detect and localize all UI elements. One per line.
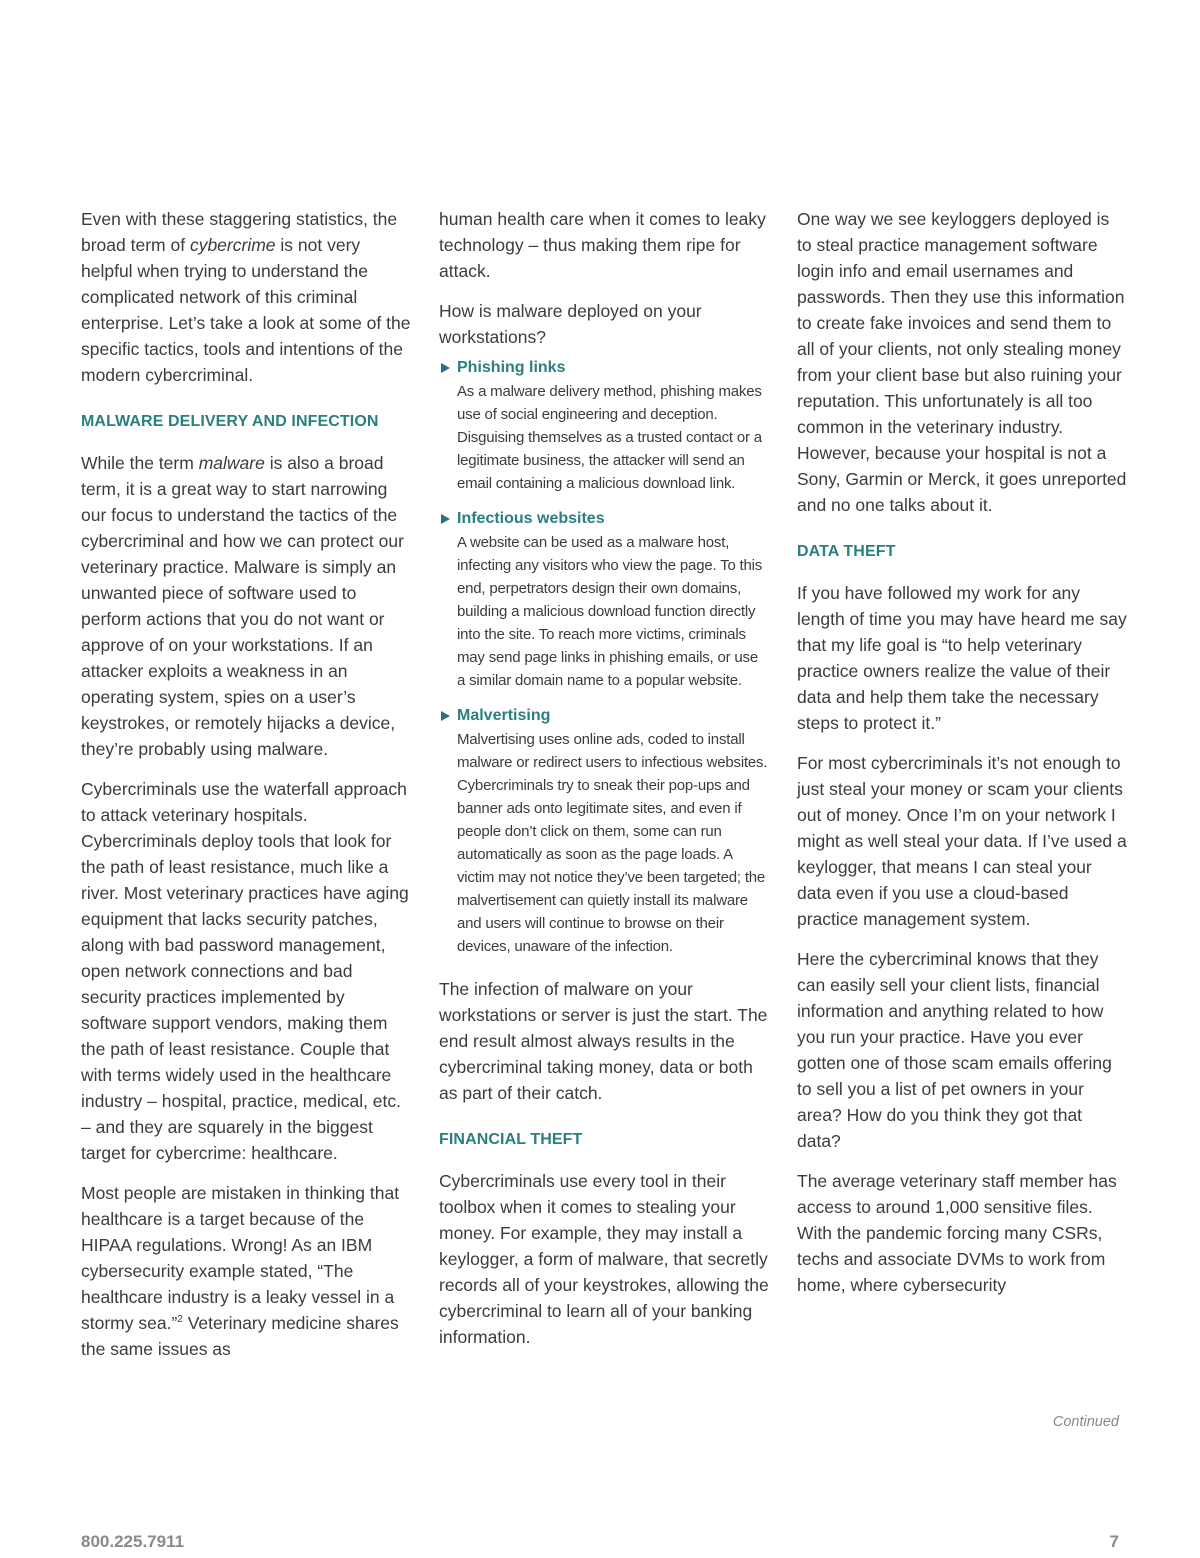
triangle-bullet-icon — [441, 363, 450, 373]
page-number: 7 — [1109, 1532, 1119, 1551]
footer-phone-number: 800.225.7911 — [81, 1532, 185, 1551]
section-heading-malware: MALWARE DELIVERY AND INFECTION — [81, 413, 379, 430]
paragraph: One way we see keyloggers deployed is to steal practice management software login info and email usernames and passwords. Then they use this information to create fake invoices and send them to all of your clients, not only stealing money from your client base but also ruining your reputation. This unfortunately is all too common in the veterinary industry. However, because your hospital is not a Sony, Garmin or Merck, it goes unreported and no one talks about it. — [797, 209, 1127, 515]
column-1 — [81, 206, 411, 1376]
paragraph: human health care when it comes to leaky technology – thus making them ripe for attack. — [439, 209, 766, 281]
paragraph: Cybercriminals use every tool in their toolbox when it comes to stealing your money. For example, they may install a keylogger, a form of malware, that secretly records all of your keystrokes, allowing the cybercriminal to learn all of your banking information. — [439, 1171, 769, 1347]
paragraph: How is malware deployed on your workstations? — [439, 301, 702, 347]
bullet-text: A website can be used as a malware host, infecting any visitors who view the page. To this end, perpetrators design their own domains, building a malicious download function directly into the site. To reach more victims, criminals may send page links in phishing emails, or use a similar domain name to a popular website. — [457, 534, 763, 689]
section-heading-financial-theft: FINANCIAL THEFT — [439, 1131, 583, 1148]
bullet-text: As a malware delivery method, phishing makes use of social engineering and deception. Disguising themselves as a trusted contact or a legitimate business, the attacker will send an email containing a malicious download link. — [457, 383, 762, 492]
footnote-ref: 2 — [177, 1314, 183, 1326]
bullet-item — [439, 706, 769, 958]
bullet-title: Infectious websites — [439, 509, 769, 529]
paragraph: The infection of malware on your workstations or server is just the start. The end result almost always results in the cybercriminal taking money, data or both as part of their catch. — [439, 979, 768, 1103]
paragraph: Here the cybercriminal knows that they can easily sell your client lists, financial information and anything related to how you run your practice. Have you ever gotten one of those scam emails offering to sell you a list of pet owners in your area? How do you think they got that data? — [797, 949, 1112, 1151]
triangle-bullet-icon — [441, 514, 450, 524]
paragraph: For most cybercriminals it’s not enough to just steal your money or scam your clients out of money. Once I’m on your network I might as well steal your data. If I’ve used a keylogger, that means I can steal your data even if you use a cloud-based practice management system. — [797, 753, 1127, 929]
bullet-text: Malvertising uses online ads, coded to install malware or redirect users to infectious websites. Cybercriminals try to sneak their pop-ups and banner ads onto legitimate sites, and even if people don’t click on them, some can run automatically as soon as the page loads. A victim may not notice they’ve been targeted; the malvertisement can quietly install its malware and users will continue to browse on their devices, unaware of the infection. — [457, 731, 768, 955]
paragraph: Most people are mistaken in thinking that healthcare is a target because of the HIPAA regulations. Wrong! As an IBM cybersecurity example stated, “The healthcare industry is a leaky vessel in a stormy sea.”$^2$ Veterinary medicine shares the same issues as — [81, 1183, 400, 1359]
section-heading-data-theft: DATA THEFT — [797, 543, 896, 560]
bullet-item — [439, 509, 769, 692]
bullet-title: Phishing links — [439, 358, 769, 378]
paragraph: Even with these staggering statistics, the broad term of cybercrime is not very helpful when trying to understand the complicated network of this criminal enterprise. Let’s take a look at some of the specific tactics, tools and intentions of the modern cybercriminal. — [81, 209, 411, 385]
paragraph: If you have followed my work for any length of time you may have heard me say that my life goal is “to help veterinary practice owners realize the value of their data and help them take the necessary steps to protect it.” — [797, 583, 1127, 733]
column-2 — [439, 206, 769, 1364]
bullet-title: Malvertising — [439, 706, 769, 726]
column-3 — [797, 206, 1127, 1312]
continued-label: Continued — [1052, 1414, 1119, 1430]
paragraph: Cybercriminals use the waterfall approach to attack veterinary hospitals. Cybercriminals deploy tools that look for the path of least resistance, much like a river. Most veterinary practices have aging equipment that lacks security patches, along with bad password management, open network connections and bad security practices implemented by software support vendors, making them the path of least resistance. Couple that with terms widely used in the healthcare industry – hospital, practice, medical, etc. – and they are squarely in the biggest target for cybercrime: healthcare. — [81, 779, 409, 1163]
paragraph: While the term malware is also a broad term, it is a great way to start narrowing our focus to understand the tactics of the cybercriminal and how we can protect our veterinary practice. Malware is simply an unwanted piece of software used to perform actions that you do not want or approve of on your workstations. If an attacker exploits a weakness in an operating system, spies on a user’s keystrokes, or remotely hijacks a device, they’re probably using malware. — [81, 453, 404, 759]
bullet-item — [439, 358, 769, 495]
triangle-bullet-icon — [441, 711, 450, 721]
paragraph: The average veterinary staff member has access to around 1,000 sensitive files. With the pandemic forcing many CSRs, techs and associate DVMs to work from home, where cybersecurity — [797, 1171, 1117, 1295]
